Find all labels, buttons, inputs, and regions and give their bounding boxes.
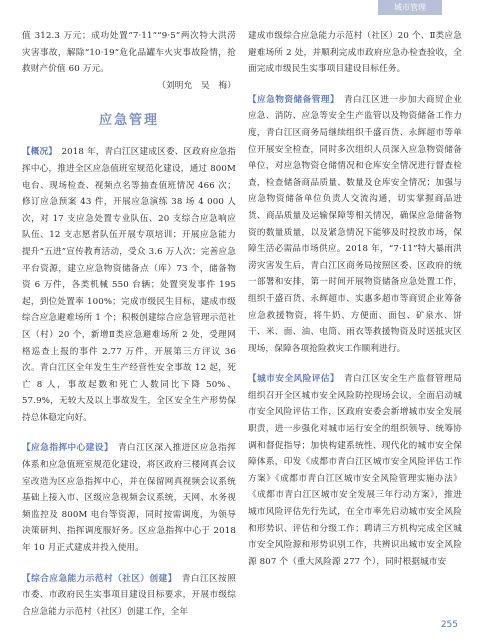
supply-reserve-heading: 【应急物资储备管理】 xyxy=(248,94,335,105)
section-tab: 城市管理 xyxy=(378,0,442,15)
demo-village-heading: 【综合应急能力示范村（社区）创建】 xyxy=(22,573,173,584)
page-number: 255 xyxy=(440,620,458,630)
supply-reserve-paragraph xyxy=(248,92,462,358)
demo-village-text: 青白江区按照市委、市政府民生实事项目建设目标要求，开展市级综合应急能力示范村（社区）创建工作，全年 xyxy=(22,573,236,617)
right-intro-paragraph: 建成市级综合应急能力示范村（社区）20 个、Ⅱ类应急避难场所 2 处，并顺利完成市政府应急办检查验收，全面完成市级民生实事项目建设目标任务。 xyxy=(248,31,462,75)
right-column xyxy=(248,28,462,570)
demo-village-paragraph xyxy=(22,571,236,621)
command-center-heading: 【应急指挥中心建设】 xyxy=(22,443,109,454)
section-title: 应急管理 xyxy=(98,113,159,129)
left-column xyxy=(22,28,236,620)
author-byline: （刘明允 吴 梅） xyxy=(157,80,236,91)
risk-assessment-paragraph xyxy=(248,371,462,570)
risk-assessment-text: 青白江区安全生产监督管理局组织召开全区城市安全风险防控现场会议，全面启动城市安全风险评估工作，区政府安委会新增城市安全发展职责，进一步强化对城市运行安全的组织领导、统筹协调和督促指导；加快构建系统性、现代化的城市安全保障体系，印发《成都市青白江区城市安全风险评估工作方案》《成都市青白江区城市安全风险管理实施办法》《成都市青白江区城市安全发展三年行动方案》，推进城市风险评估先行先试，在全市率先启动城市安全风险和形势识、评估和分级工作；聘请三方机构完成全区城市安全风险源和形势识别工作，共辨识出城市安全风险源 807 个（重大风险源 277 个），同时根据城市安 xyxy=(248,374,463,567)
overview-paragraph xyxy=(22,144,236,426)
command-center-text: 青白江区深入推进区应急指挥体系和应急值班室规范化建设，将区政府三楼网真会议室改造为区应急指挥中心，并在保留网真视频会议系统基础上接入市、区级应急视频会议系统，天网、水务视频监控及 800M 电台等资源，同时按需调度，为领导决策研判、指挥调度服好务。区应急指挥中心于 2018 年 10 月正式建成并投入使用。 xyxy=(22,443,237,554)
supply-reserve-text: 青白江区进一步加大商贸企业应急、消防、应急等安全生产监管以及物资储备工作力度，青白江区商务局继续组织千盛百货、永辉超市等单位开展安全检查，同时多次组织人员深入应急物资储备单位，对应急物资仓储情况和仓库安全情况进行督查检查，检查储备商品质量、数量及仓库安全情况；加强与应急物资储备单位负责人交流沟通，切实掌握商品进货、商品质量及运输保障等相关情况，确保应急储备物资的数量质量，以及紧急情况下能够及时投放市场，保障生活必需品市场供应。2018 年，“7·11”特大暴雨洪涝灾害发生后，青白江区商务局按照区委、区政府的统一部署和安排，第一时间开展物资储备应急处置工作，组织千盛百货、永辉超市、实惠多超市等商贸企业筹备应急救援物资，将牛奶、方便面、面包、矿泉水、饼干、米、面、油、电筒、雨衣等救援物资及时送抵灾区现场，保障各项抢险救灾工作顺利进行。 xyxy=(248,94,463,354)
command-center-paragraph xyxy=(22,440,236,556)
left-intro-paragraph: 值 312.3 万元；成功处置“7·11”“9·5”两次特大洪涝灾害事故，解除“10·19”危化品罐车火灾事故险情，抢救财产价值 60 万元。 xyxy=(22,31,236,75)
risk-assessment-heading: 【城市安全风险评估】 xyxy=(248,374,335,385)
overview-heading: 【概况】 xyxy=(22,147,53,158)
overview-text: 2018 年，青白江区建成区委、区政府应急指挥中心，推进全区应急值班室规范化建设，通过 800M 电台、现场检查、视频点名等抽查值班情况 466 次；修订应急预案 43 件，开展应急演练 38 场 4 000 人次，对 17 支应急处置专业队伍、20 支综合应急响应队伍、12 支志愿者队伍开展专项培训；开展应急能力提升“五进”宣传教育活动，受众 3.6 万人次；完善应急平台资源，建立应急物资储备点（库）73 个，储备物资 6 万件，各类机械 550 台辆；处置突发事件 195 起，到位处置率 100%；完成市级民生目标，建成市级综合应急避难场所 1 个；积极创建综合应急管理示范社区（村）20 个，新增Ⅱ类应急避难场所 2 处，受理网格巡查上报的事件 2.77 万件，开展第三方评议 36 次。青白江区全年发生生产经营性安全事故 12 起，死亡 8 人，事故起数和死亡人数同比下降 50%、57.9%，无较大及以上事故发生，全区安全生产形势保持总体稳定向好。 xyxy=(22,147,236,423)
